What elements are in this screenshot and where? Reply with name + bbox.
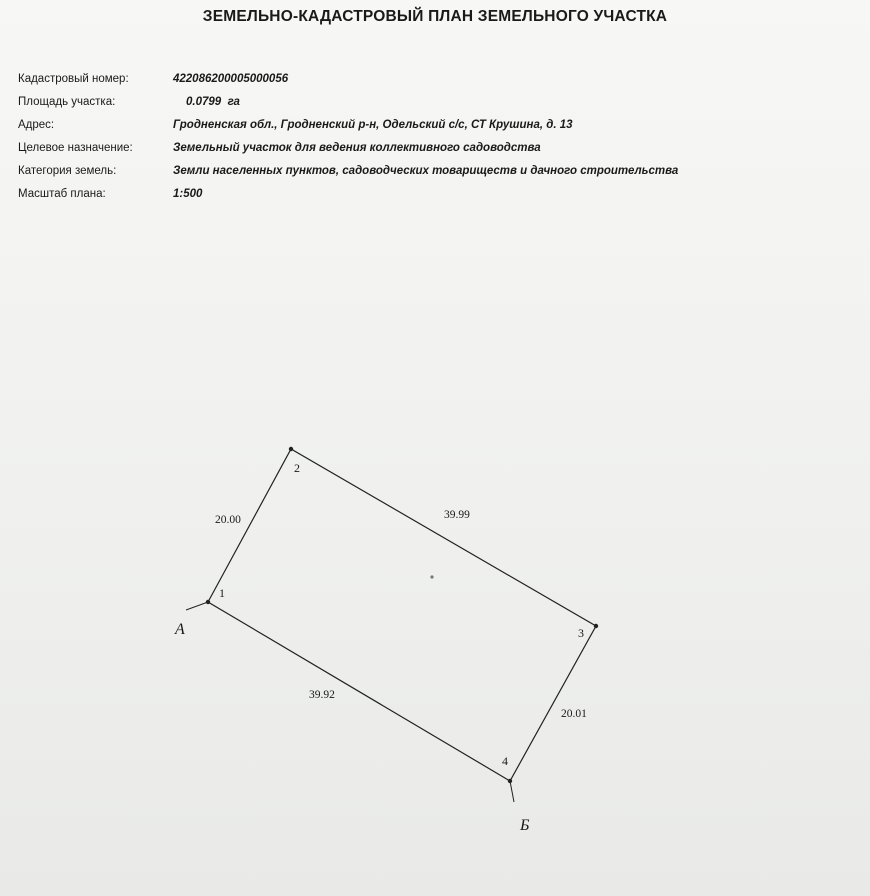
vertex-point-2 bbox=[289, 447, 293, 451]
marker-label-a: А bbox=[175, 621, 185, 638]
parcel-boundary bbox=[208, 449, 596, 781]
marker-line-a bbox=[186, 602, 208, 610]
info-label: Кадастровый номер: bbox=[18, 73, 129, 85]
vertex-point-4 bbox=[508, 779, 512, 783]
info-label: Категория земель: bbox=[18, 165, 117, 177]
vertex-point-1 bbox=[206, 600, 210, 604]
page-title: ЗЕМЕЛЬНО-КАДАСТРОВЫЙ ПЛАН ЗЕМЕЛЬНОГО УЧАСТКА bbox=[202, 8, 668, 25]
vertex-label-3: 3 bbox=[578, 626, 584, 640]
side-length-2-3: 39.99 bbox=[444, 509, 470, 521]
info-label: Масштаб плана: bbox=[18, 188, 106, 200]
vertex-point-3 bbox=[594, 624, 598, 628]
info-label: Адрес: bbox=[18, 119, 55, 131]
side-length-1-2: 20.00 bbox=[215, 514, 241, 526]
vertex-label-2: 2 bbox=[294, 461, 300, 475]
marker-line-b bbox=[510, 781, 514, 802]
info-value: Земли населенных пунктов, садоводческих товариществ и дачного строительства bbox=[173, 165, 679, 177]
vertex-label-1: 1 bbox=[219, 586, 225, 600]
center-dot bbox=[430, 575, 433, 578]
marker-label-b: Б bbox=[520, 817, 530, 834]
info-value: 1:500 bbox=[173, 188, 203, 200]
info-value: 0.0799 га bbox=[186, 96, 240, 108]
side-length-3-4: 20.01 bbox=[561, 708, 587, 720]
info-value: Земельный участок для ведения коллективного садоводства bbox=[173, 142, 541, 154]
info-label: Площадь участка: bbox=[18, 96, 116, 108]
info-label: Целевое назначение: bbox=[18, 142, 133, 154]
info-value: Гродненская обл., Гродненский р-н, Одельский с/с, СТ Крушина, д. 13 bbox=[173, 119, 573, 131]
info-value: 422086200005000056 bbox=[173, 73, 289, 85]
vertex-label-4: 4 bbox=[502, 754, 508, 768]
side-length-4-1: 39.92 bbox=[309, 689, 335, 701]
